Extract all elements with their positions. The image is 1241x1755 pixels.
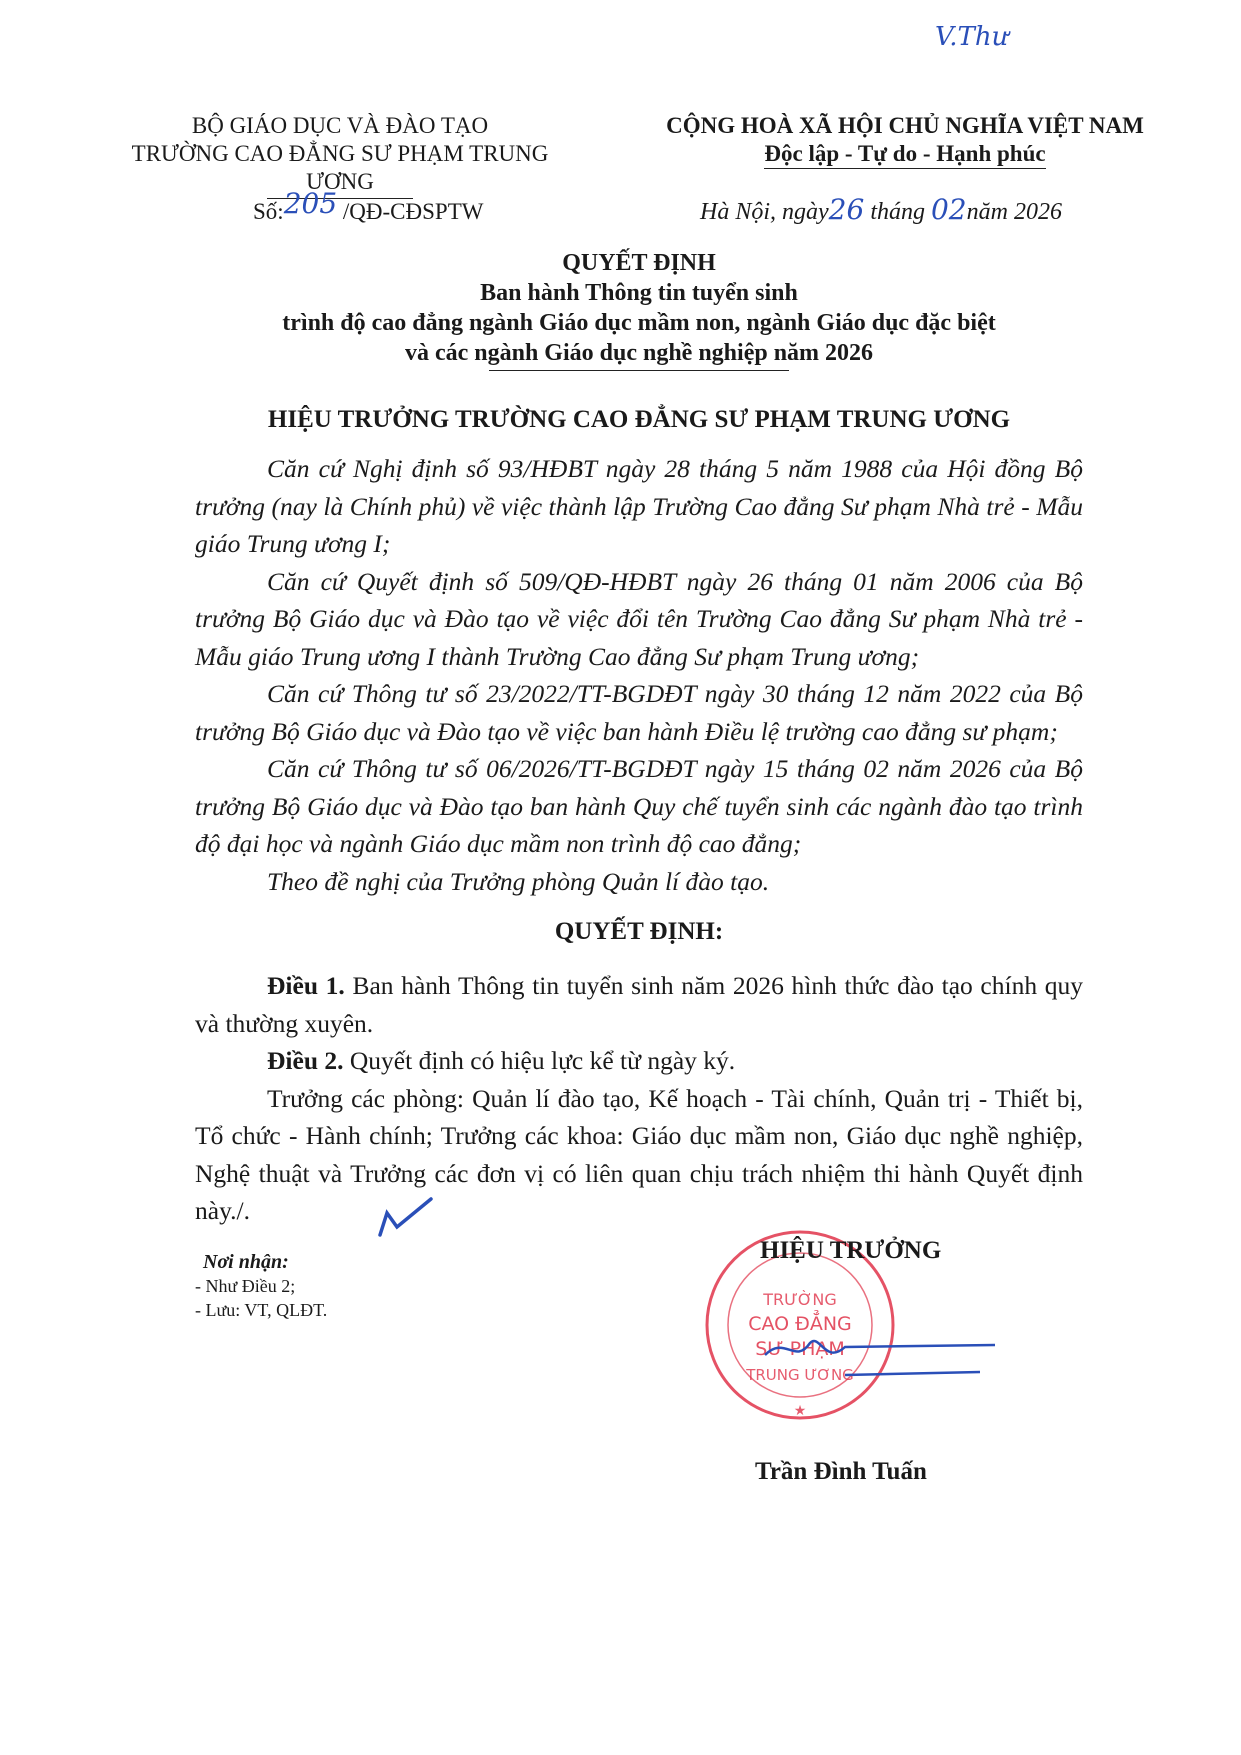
document-title: QUYẾT ĐỊNH Ban hành Thông tin tuyển sinh trình độ cao đẳng ngành Giáo dục mầm non, ngành Giáo dục đặc biệt và các ngành Giáo dục nghề nghiệp năm 2026 (195, 248, 1083, 371)
decision-heading: QUYẾT ĐỊNH: (554, 918, 724, 945)
article-2: Điều 2. Quyết định có hiệu lực kể từ ngày ký. (267, 1046, 736, 1075)
recipients: Nơi nhận: - Như Điều 2; - Lưu: VT, QLĐT. (195, 1251, 328, 1320)
basis-paragraph: Căn cứ Quyết định số 509/QĐ-HĐBT ngày 26 tháng 01 năm 2006 của Bộ trưởng Bộ Giáo dục và Đào tạo về việc đổi tên Trường Cao đẳng Sư phạm Nhà trẻ - Mẫu giáo Trung ương I thành Trường Cao đẳng Sư phạm Trung ương; (195, 566, 1083, 671)
svg-text:TRUNG ƯƠNG: TRUNG ƯƠNG (746, 1366, 854, 1384)
basis-paragraph: Căn cứ Thông tư số 06/2026/TT-BGDĐT ngày 15 tháng 02 năm 2026 của Bộ trưởng Bộ Giáo dục và Đào tạo ban hành Quy chế tuyển sinh các ngành đào tạo trình độ đại học và ngành Giáo dục mầm non trình độ cao đẳng; (195, 754, 1083, 858)
initial-mark-icon (375, 1195, 435, 1240)
svg-text:CAO ĐẲNG: CAO ĐẲNG (748, 1313, 852, 1335)
authority-heading: HIỆU TRƯỞNG TRƯỜNG CAO ĐẲNG SƯ PHẠM TRUNG ƯƠNG (267, 406, 1011, 433)
school-name: TRƯỜNG CAO ĐẲNG SƯ PHẠM TRUNG ƯƠNG (131, 141, 549, 194)
basis-paragraph: Theo đề nghị của Trưởng phòng Quản lí đào tạo. (267, 866, 770, 896)
svg-text:TRƯỜNG: TRƯỜNG (763, 1290, 837, 1309)
basis-paragraph: Căn cứ Nghị định số 93/HĐBT ngày 28 tháng 5 năm 1988 của Hội đồng Bộ trưởng (nay là Chính phủ) về việc thành lập Trường Cao đẳng Sư phạm Nhà trẻ - Mẫu giáo Trung ương I; (195, 454, 1083, 558)
basis-paragraph: Căn cứ Thông tư số 23/2022/TT-BGDĐT ngày 30 tháng 12 năm 2022 của Bộ trưởng Bộ Giáo dục và Đào tạo về việc ban hành Điều lệ trường cao đẳng sư phạm; (195, 679, 1083, 746)
signatory-name: Trần Đình Tuấn (755, 1458, 927, 1485)
document-date: Hà Nội, ngày26 tháng 02năm 2026 (700, 193, 1062, 226)
article-1: Điều 1. Ban hành Thông tin tuyển sinh năm 2026 hình thức đào tạo chính quy và thường xuyên. (195, 971, 1083, 1038)
national-motto-block (655, 112, 1155, 168)
handwritten-number: 205 (283, 187, 338, 220)
ministry-name: BỘ GIÁO DỤC VÀ ĐÀO TẠO (191, 113, 489, 138)
svg-text:★: ★ (793, 1404, 807, 1419)
document-number: Số:205 /QĐ-CĐSPTW (253, 187, 484, 224)
signatory-title: HIỆU TRƯỞNG (760, 1237, 942, 1264)
svg-text:SƯ PHẠM: SƯ PHẠM (755, 1338, 845, 1360)
divider (489, 370, 789, 371)
motto: Độc lập - Tự do - Hạnh phúc (764, 141, 1045, 169)
corner-note: V.Thư (935, 22, 1009, 52)
execution-clause: Trưởng các phòng: Quản lí đào tạo, Kế hoạch - Tài chính, Quản trị - Thiết bị, Tổ chức - Hành chính; Trưởng các khoa: Giáo dục mầm non, Giáo dục nghề nghiệp, Nghệ thuật và Trưởng các đơn vị có liên quan chịu trách nhiệm thi hành Quyết định này./. (195, 1083, 1083, 1225)
country-name: CỘNG HOÀ XÃ HỘI CHỦ NGHĨA VIỆT NAM (666, 113, 1144, 138)
issuer-block (100, 112, 580, 199)
articles (195, 967, 1083, 1230)
legal-bases (195, 450, 1083, 900)
